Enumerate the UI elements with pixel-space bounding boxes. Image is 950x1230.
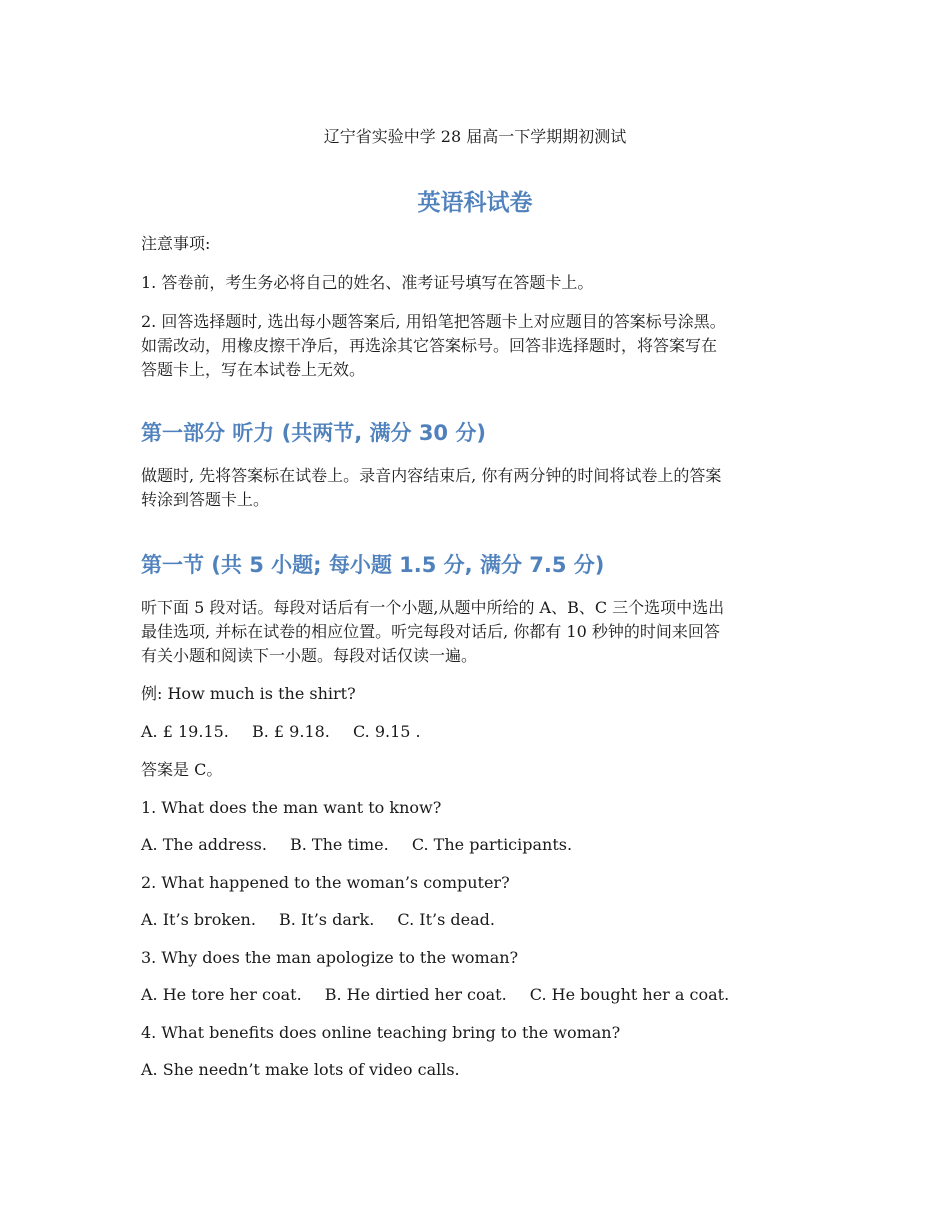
question-4-options xyxy=(141,1058,813,1082)
question-3-option-a: A. He tore her coat. xyxy=(141,985,302,1004)
part1-intro-line-2: 转涂到答题卡上。 xyxy=(141,490,270,509)
question-3: 3. Why does the man apologize to the woman? xyxy=(141,948,519,967)
example-options xyxy=(141,720,813,744)
question-2-option-b: B. It’s dark. xyxy=(279,910,375,929)
question-1-option-a: A. The address. xyxy=(141,835,267,854)
section1-intro-line-2: 最佳选项, 并标在试卷的相应位置。听完每段对话后, 你都有 10 秒钟的时间来回答 xyxy=(141,622,720,641)
question-1-option-c: C. The participants. xyxy=(411,835,573,854)
question-2-option-a: A. It’s broken. xyxy=(141,910,256,929)
question-1-option-b: B. The time. xyxy=(290,835,389,854)
school-title: 辽宁省实验中学 28 届高一下学期期初测试 xyxy=(323,127,627,146)
section1-intro-line-3: 有关小题和阅读下一小题。每段对话仅读一遍。 xyxy=(141,646,478,665)
question-2-option-c: C. It’s dead. xyxy=(397,910,495,929)
notes-item-2-line-2: 如需改动，用橡皮擦干净后，再选涂其它答案标号。回答非选择题时，将答案写在 xyxy=(141,336,718,355)
notes-item-1: 1. 答卷前，考生务必将自己的姓名、准考证号填写在答题卡上。 xyxy=(141,273,594,292)
section1-heading: 第一节 (共 5 小题; 每小题 1.5 分, 满分 7.5 分) xyxy=(141,553,605,577)
question-2: 2. What happened to the woman’s computer? xyxy=(141,873,510,892)
notes-item-2-line-1: 2. 回答选择题时, 选出每小题答案后, 用铅笔把答题卡上对应题目的答案标号涂黑。 xyxy=(141,312,726,331)
question-4: 4. What benefits does online teaching bring to the woman? xyxy=(141,1023,621,1042)
example-option-c: C. 9.15 . xyxy=(352,722,421,741)
question-3-options xyxy=(141,983,813,1007)
question-4-option-a: A. She needn’t make lots of video calls. xyxy=(141,1060,460,1079)
part1-intro-line-1: 做题时, 先将答案标在试卷上。录音内容结束后, 你有两分钟的时间将试卷上的答案 xyxy=(141,466,722,485)
example-question: 例: How much is the shirt? xyxy=(141,684,356,703)
question-2-options xyxy=(141,908,813,932)
question-3-option-c: C. He bought her a coat. xyxy=(529,985,730,1004)
example-answer: 答案是 C。 xyxy=(141,760,223,779)
part1-heading: 第一部分 听力 (共两节, 满分 30 分) xyxy=(141,421,486,445)
example-option-a: A. £ 19.15. xyxy=(141,722,229,741)
question-1: 1. What does the man want to know? xyxy=(141,798,442,817)
question-3-option-b: B. He dirtied her coat. xyxy=(324,985,507,1004)
subject-title: 英语科试卷 xyxy=(417,190,533,216)
section1-intro-line-1: 听下面 5 段对话。每段对话后有一个小题,从题中所给的 A、B、C 三个选项中选出 xyxy=(141,598,725,617)
question-1-options xyxy=(141,833,813,857)
notes-item-2-line-3: 答题卡上，写在本试卷上无效。 xyxy=(141,360,366,379)
notes-heading: 注意事项: xyxy=(141,234,211,253)
example-option-b: B. £ 9.18. xyxy=(251,722,330,741)
